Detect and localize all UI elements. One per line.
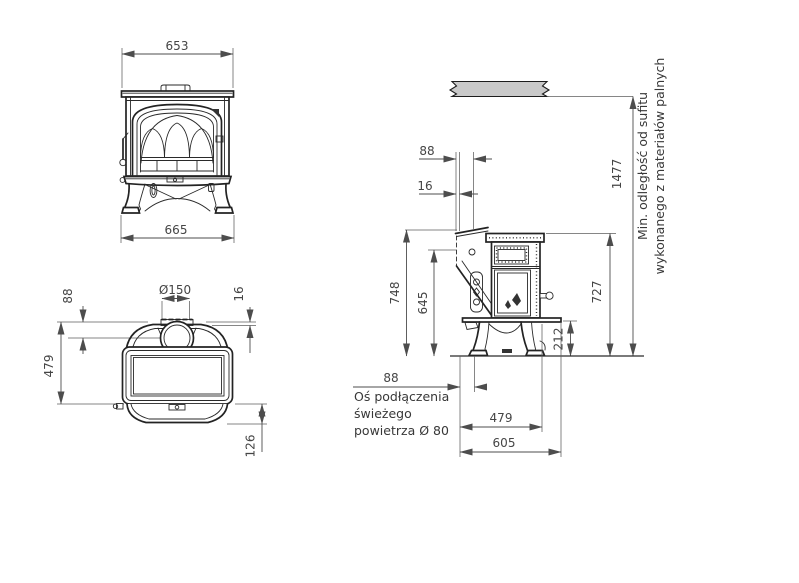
dim-label-side-16: 16 [417,179,433,193]
dim-label-645: 645 [416,291,430,315]
dim-label-748: 748 [388,281,402,305]
dim-side-rear-gap [417,179,478,194]
dim-stove-height [590,234,610,357]
base-plate [463,318,562,322]
top-view [42,283,267,457]
dim-front-lip-depth [227,404,267,457]
dim-front-bottom-width [121,215,234,243]
side-view [353,58,667,457]
dim-topview-rear-offset [61,288,83,354]
side-door-handle [540,292,553,299]
air-note-line3: powietrza Ø 80 [354,423,449,438]
stove-front-outline [120,85,234,213]
dim-air-axis-offset [353,371,483,387]
dim-label-665: 665 [164,223,188,237]
dim-label-topview-16: 16 [232,286,246,302]
dim-flue-diameter [159,283,191,320]
dim-label-flue: Ø150 [158,283,192,297]
dim-ceiling-distance [610,97,633,357]
dim-label-126: 126 [243,434,258,458]
ceiling-note-line2: wykonanego z materiałów palnych [652,57,667,275]
dim-shield-height [416,250,434,356]
dim-side-rear-offset [419,144,492,159]
ceiling-note-line1: Min. odległość od sufitu [635,91,650,241]
dim-label-side-88: 88 [419,144,435,158]
dim-label-topview-479: 479 [42,354,56,378]
dim-label-air-88: 88 [383,371,399,385]
air-note-line2: świeżego [354,406,412,421]
ceiling-symbol [450,82,549,97]
dim-label-topview-88: 88 [61,288,75,304]
dim-label-1477: 1477 [610,158,624,190]
dim-label-653: 653 [165,39,189,53]
dim-label-side-479: 479 [489,411,513,425]
dim-topview-depth [42,322,61,404]
stove-top-outline [113,320,232,423]
dim-label-212: 212 [551,327,566,351]
dim-rear-flue-height [388,230,407,356]
ash-lip [120,177,231,186]
fresh-air-note [354,389,449,438]
dim-label-605: 605 [492,436,516,450]
dim-side-body-depth [460,411,542,427]
dim-total-depth [460,436,561,452]
front-view [120,39,234,243]
stove-side-outline [456,228,562,356]
front-legs [122,184,233,214]
ceiling-note [635,58,667,275]
side-legs [469,322,545,356]
dim-front-top-width [122,39,233,88]
dim-topview-rear-gap [206,286,256,353]
air-note-line1: Oś podłączenia [354,389,450,404]
dim-label-727: 727 [590,280,604,304]
